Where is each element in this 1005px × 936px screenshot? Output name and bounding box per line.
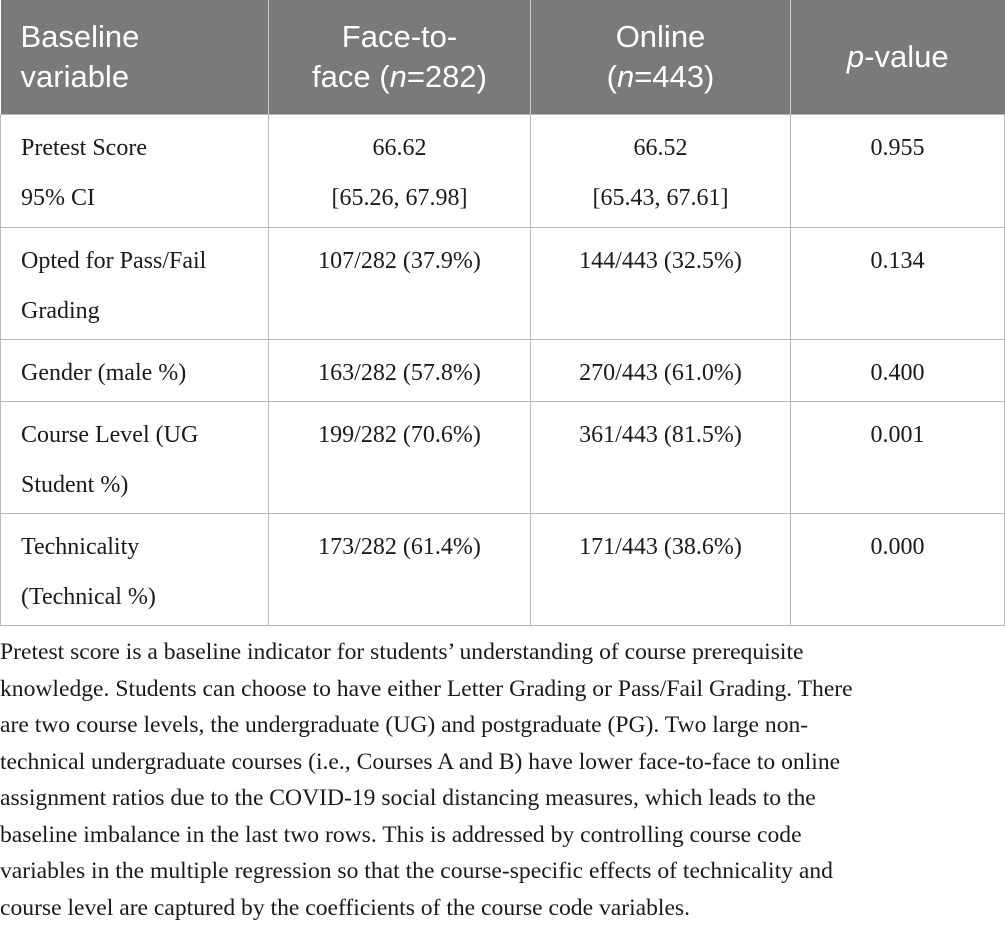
header-text-fragment: n (389, 59, 407, 94)
header-text-fragment: face ( (312, 59, 390, 94)
header-text-fragment: n (616, 59, 635, 94)
cell-face-to-face (269, 115, 531, 228)
header-baseline-variable (1, 0, 269, 115)
header-face-to-face (269, 0, 531, 115)
cell-p-value: 0.001 (791, 402, 1005, 514)
table-row-gender (1, 340, 1005, 402)
cell-variable (1, 402, 269, 514)
cell-line: Opted for Pass/Fail (21, 248, 207, 274)
cell-line: Course Level (UG (21, 422, 199, 448)
cell-variable (1, 514, 269, 626)
header-text-fragment: p (846, 39, 865, 74)
cell-online: 171/443 (38.6%) (531, 514, 791, 626)
cell-online: 270/443 (61.0%) (531, 340, 791, 402)
cell-line: [65.43, 67.61] (592, 185, 729, 211)
footnote-line: course level are captured by the coefficients of the course code variables. (0, 894, 691, 921)
cell-face-to-face: 107/282 (37.9%) (269, 228, 531, 340)
cell-face-to-face: 199/282 (70.6%) (269, 402, 531, 514)
header-text-fragment: -value (864, 39, 949, 74)
cell-line: 66.62 (372, 135, 427, 161)
cell-line: Technicality (21, 534, 140, 560)
footnote-line: technical undergraduate courses (i.e., Courses A and B) have lower face-to-face to online (0, 748, 841, 775)
table-body (1, 115, 1005, 626)
footnote-line: assignment ratios due to the COVID-19 social distancing measures, which leads to the (0, 785, 816, 811)
header-row (1, 0, 1005, 115)
cell-p-value: 0.955 (791, 115, 1005, 228)
header-text-fragment: ( (606, 59, 617, 94)
cell-line: Pretest Score (21, 135, 147, 161)
header-online (531, 0, 791, 115)
cell-variable (1, 115, 269, 228)
footnote-line: Pretest score is a baseline indicator for students’ understanding of course prerequisite (0, 639, 804, 665)
cell-line: (Technical %) (21, 584, 156, 610)
cell-line: Grading (21, 298, 100, 324)
cell-face-to-face: 173/282 (61.4%) (269, 514, 531, 626)
table-row-technicality (1, 514, 1005, 626)
cell-face-to-face: 163/282 (57.8%) (269, 340, 531, 402)
cell-online (531, 115, 791, 228)
table-footnote (0, 634, 1000, 926)
footnote-line: baseline imbalance in the last two rows. This is addressed by controlling course code (0, 821, 802, 848)
header-text-fragment: =443) (634, 59, 715, 94)
cell-online: 361/443 (81.5%) (531, 402, 791, 514)
table-row-pass-fail (1, 228, 1005, 340)
table-row-pretest-score (1, 115, 1005, 228)
footnote-line: knowledge. Students can choose to have either Letter Grading or Pass/Fail Grading. There (0, 675, 853, 702)
header-text-fragment: Face-to- (341, 19, 458, 54)
table-header (1, 0, 1005, 115)
table-row-course-level (1, 402, 1005, 514)
cell-line: 95% CI (21, 185, 95, 211)
header-text-fragment: Online (615, 19, 706, 54)
header-text-fragment: =282) (406, 59, 487, 94)
header-text-fragment: variable (20, 59, 130, 94)
cell-p-value: 0.134 (791, 228, 1005, 340)
footnote-line: variables in the multiple regression so that the course-specific effects of technicality and (0, 858, 833, 884)
cell-p-value: 0.000 (791, 514, 1005, 626)
cell-variable (1, 228, 269, 340)
footnote-line: are two course levels, the undergraduate (UG) and postgraduate (PG). Two large non- (0, 712, 809, 738)
cell-line: Student %) (21, 472, 129, 498)
header-p-value (791, 0, 1005, 115)
cell-variable: Gender (male %) (1, 340, 269, 402)
cell-p-value: 0.400 (791, 340, 1005, 402)
cell-line: 66.52 (633, 135, 688, 161)
cell-line: [65.26, 67.98] (331, 185, 468, 211)
cell-online: 144/443 (32.5%) (531, 228, 791, 340)
header-text-fragment: Baseline (20, 19, 140, 54)
